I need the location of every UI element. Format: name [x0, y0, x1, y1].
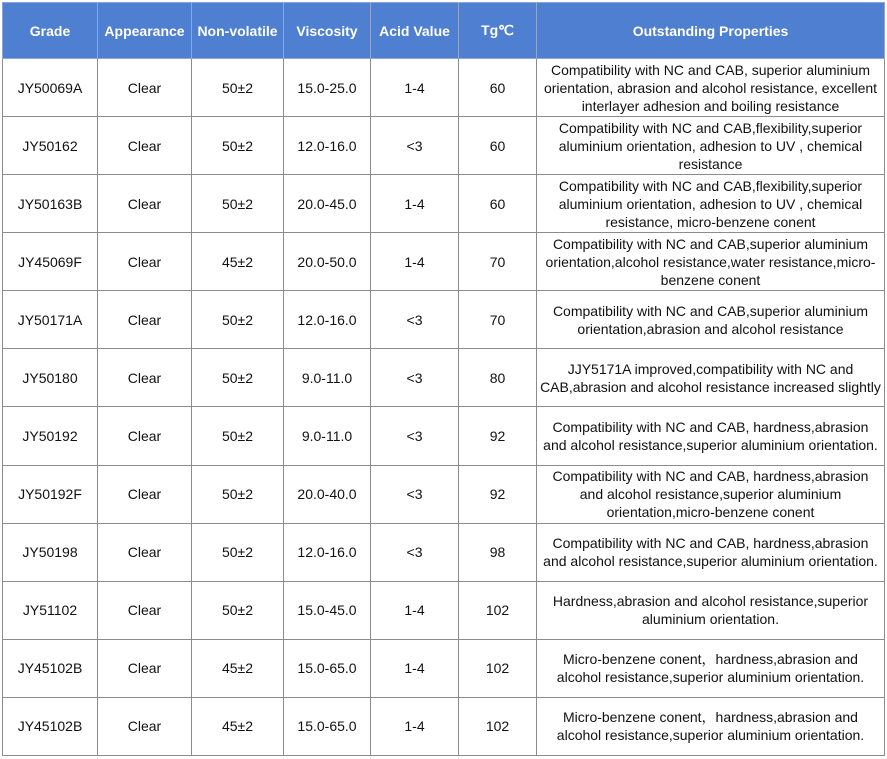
cell-acid-value: <3 [371, 291, 459, 349]
cell-grade: JY51102 [3, 581, 98, 639]
product-spec-table [2, 2, 885, 756]
cell-non-volatile: 50±2 [192, 523, 284, 581]
cell-viscosity: 15.0-25.0 [284, 59, 371, 117]
cell-outstanding-properties: Compatibility with NC and CAB,flexibility,superior aluminium orientation, adhesion to UV , chemical resistance, micro-benzene conent [537, 175, 885, 233]
cell-non-volatile: 50±2 [192, 581, 284, 639]
cell-non-volatile: 45±2 [192, 639, 284, 697]
cell-non-volatile: 50±2 [192, 349, 284, 407]
cell-grade: JY50162 [3, 117, 98, 175]
header-appearance: Appearance [98, 3, 192, 59]
cell-acid-value: <3 [371, 407, 459, 465]
cell-non-volatile: 50±2 [192, 59, 284, 117]
cell-acid-value: 1-4 [371, 233, 459, 291]
cell-appearance: Clear [98, 465, 192, 523]
header-acid-value: Acid Value [371, 3, 459, 59]
cell-tg: 70 [459, 233, 537, 291]
cell-tg: 102 [459, 581, 537, 639]
cell-grade: JY45069F [3, 233, 98, 291]
cell-viscosity: 12.0-16.0 [284, 117, 371, 175]
header-row [3, 3, 885, 59]
table-row [3, 117, 885, 175]
cell-tg: 70 [459, 291, 537, 349]
cell-grade: JY50192 [3, 407, 98, 465]
cell-grade: JY50180 [3, 349, 98, 407]
cell-viscosity: 15.0-65.0 [284, 639, 371, 697]
cell-viscosity: 9.0-11.0 [284, 407, 371, 465]
cell-outstanding-properties: Hardness,abrasion and alcohol resistance,superior aluminium orientation. [537, 581, 885, 639]
cell-tg: 92 [459, 407, 537, 465]
cell-acid-value: 1-4 [371, 175, 459, 233]
cell-appearance: Clear [98, 117, 192, 175]
cell-non-volatile: 45±2 [192, 233, 284, 291]
cell-outstanding-properties: Compatibility with NC and CAB,superior aluminium orientation,abrasion and alcohol resistance [537, 291, 885, 349]
cell-viscosity: 20.0-45.0 [284, 175, 371, 233]
table-header [3, 3, 885, 59]
cell-outstanding-properties: Compatibility with NC and CAB, hardness,abrasion and alcohol resistance,superior aluminium orientation. [537, 407, 885, 465]
cell-non-volatile: 50±2 [192, 465, 284, 523]
header-tg: Tg℃ [459, 3, 537, 59]
cell-appearance: Clear [98, 523, 192, 581]
cell-tg: 102 [459, 639, 537, 697]
table-row [3, 233, 885, 291]
header-grade: Grade [3, 3, 98, 59]
table-row [3, 581, 885, 639]
cell-tg: 102 [459, 697, 537, 755]
cell-tg: 80 [459, 349, 537, 407]
cell-outstanding-properties: Compatibility with NC and CAB,superior aluminium orientation,alcohol resistance,water resistance,micro-benzene conent [537, 233, 885, 291]
cell-viscosity: 15.0-45.0 [284, 581, 371, 639]
cell-tg: 60 [459, 59, 537, 117]
cell-outstanding-properties: Compatibility with NC and CAB, hardness,abrasion and alcohol resistance,superior aluminium orientation,micro-benzene conent [537, 465, 885, 523]
cell-appearance: Clear [98, 697, 192, 755]
cell-acid-value: 1-4 [371, 697, 459, 755]
cell-tg: 60 [459, 117, 537, 175]
table-row [3, 291, 885, 349]
table-body [3, 59, 885, 756]
header-outstanding-properties: Outstanding Properties [537, 3, 885, 59]
cell-acid-value: 1-4 [371, 59, 459, 117]
cell-grade: JY50198 [3, 523, 98, 581]
cell-non-volatile: 50±2 [192, 175, 284, 233]
cell-grade: JY45102B [3, 697, 98, 755]
cell-non-volatile: 50±2 [192, 117, 284, 175]
cell-outstanding-properties: Micro-benzene conent，hardness,abrasion and alcohol resistance,superior aluminium orientation. [537, 697, 885, 755]
cell-outstanding-properties: Compatibility with NC and CAB,flexibility,superior aluminium orientation, adhesion to UV , chemical resistance [537, 117, 885, 175]
cell-viscosity: 12.0-16.0 [284, 291, 371, 349]
table-row [3, 349, 885, 407]
cell-appearance: Clear [98, 407, 192, 465]
cell-acid-value: 1-4 [371, 639, 459, 697]
table-row [3, 465, 885, 523]
header-viscosity: Viscosity [284, 3, 371, 59]
table-row [3, 697, 885, 755]
cell-acid-value: 1-4 [371, 581, 459, 639]
cell-outstanding-properties: Compatibility with NC and CAB, superior aluminium orientation, abrasion and alcohol resistance, excellent interlayer adhesion and boiling resistance [537, 59, 885, 117]
cell-acid-value: <3 [371, 117, 459, 175]
table-row [3, 175, 885, 233]
header-non-volatile: Non-volatile [192, 3, 284, 59]
cell-appearance: Clear [98, 59, 192, 117]
cell-appearance: Clear [98, 349, 192, 407]
cell-non-volatile: 45±2 [192, 697, 284, 755]
cell-outstanding-properties: Micro-benzene conent，hardness,abrasion and alcohol resistance,superior aluminium orientation. [537, 639, 885, 697]
cell-grade: JY50171A [3, 291, 98, 349]
cell-appearance: Clear [98, 175, 192, 233]
cell-tg: 92 [459, 465, 537, 523]
cell-grade: JY45102B [3, 639, 98, 697]
cell-viscosity: 20.0-50.0 [284, 233, 371, 291]
table-row [3, 407, 885, 465]
cell-acid-value: <3 [371, 349, 459, 407]
table-row [3, 639, 885, 697]
cell-acid-value: <3 [371, 465, 459, 523]
cell-appearance: Clear [98, 639, 192, 697]
table-row [3, 59, 885, 117]
cell-appearance: Clear [98, 291, 192, 349]
cell-outstanding-properties: Compatibility with NC and CAB, hardness,abrasion and alcohol resistance,superior aluminium orientation. [537, 523, 885, 581]
cell-viscosity: 15.0-65.0 [284, 697, 371, 755]
cell-viscosity: 12.0-16.0 [284, 523, 371, 581]
cell-acid-value: <3 [371, 523, 459, 581]
cell-appearance: Clear [98, 581, 192, 639]
cell-grade: JY50069A [3, 59, 98, 117]
cell-viscosity: 9.0-11.0 [284, 349, 371, 407]
cell-non-volatile: 50±2 [192, 407, 284, 465]
cell-tg: 98 [459, 523, 537, 581]
cell-non-volatile: 50±2 [192, 291, 284, 349]
cell-tg: 60 [459, 175, 537, 233]
table-row [3, 523, 885, 581]
cell-grade: JY50163B [3, 175, 98, 233]
cell-appearance: Clear [98, 233, 192, 291]
cell-outstanding-properties: JJY5171A improved,compatibility with NC and CAB,abrasion and alcohol resistance increased slightly [537, 349, 885, 407]
cell-grade: JY50192F [3, 465, 98, 523]
cell-viscosity: 20.0-40.0 [284, 465, 371, 523]
